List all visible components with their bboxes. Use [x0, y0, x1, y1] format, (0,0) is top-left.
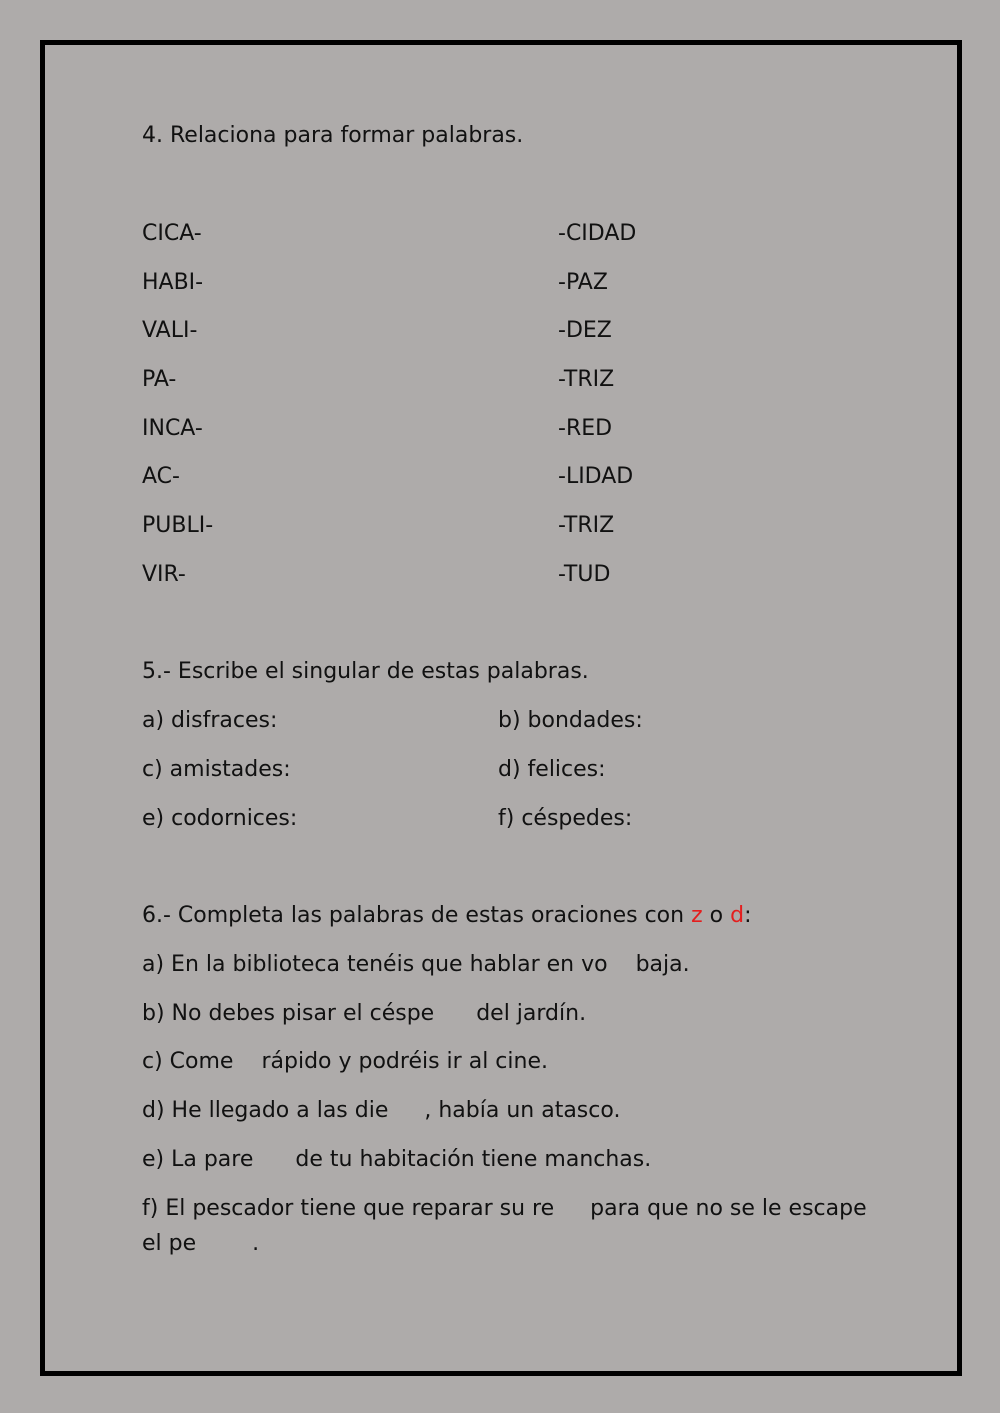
exercise-4-title: 4. Relaciona para formar palabras. — [142, 123, 524, 148]
ex6-c-start: c) Come — [142, 1049, 234, 1074]
ex6-sentence-a — [142, 950, 690, 980]
letter-z: z — [691, 903, 703, 928]
ex6-c-end: rápido y podréis ir al cine. — [261, 1049, 548, 1074]
ex4-right-3[interactable]: -DEZ — [558, 318, 612, 343]
ex4-right-5[interactable]: -RED — [558, 416, 613, 441]
ex6-f-end: para que no se le escape — [590, 1196, 867, 1221]
ex6-d-start: d) He llegado a las die — [142, 1098, 389, 1123]
ex6-sentence-c — [142, 1047, 548, 1077]
ex6-sentence-e — [142, 1145, 651, 1175]
exercise-5-title: 5.- Escribe el singular de estas palabras. — [142, 659, 589, 684]
ex6-sentence-d — [142, 1096, 620, 1126]
ex6-sentence-b — [142, 999, 586, 1029]
ex5-item-a: a) disfraces: — [142, 708, 278, 733]
exercise-6-title — [142, 901, 751, 931]
ex4-left-6[interactable]: AC- — [142, 464, 180, 489]
ex5-item-b: b) bondades: — [498, 708, 643, 733]
ex6-f2-end: . — [252, 1231, 260, 1256]
ex6-e-start: e) La pare — [142, 1147, 254, 1172]
ex6-e-end: de tu habitación tiene manchas. — [295, 1147, 652, 1172]
ex5-item-d: d) felices: — [498, 757, 606, 782]
ex6-sentence-f-line2 — [142, 1229, 259, 1259]
ex6-b-start: b) No debes pisar el céspe — [142, 1001, 435, 1026]
ex6-b-end: del jardín. — [476, 1001, 587, 1026]
ex6-title-prefix: 6.- Completa las palabras de estas oraciones con — [142, 903, 685, 928]
ex4-left-5[interactable]: INCA- — [142, 416, 203, 441]
ex6-d-end: , había un atasco. — [424, 1098, 621, 1123]
ex6-title-or: o — [709, 903, 724, 928]
ex4-right-8[interactable]: -TUD — [558, 562, 611, 587]
ex4-left-1[interactable]: CICA- — [142, 221, 202, 246]
letter-d: d — [730, 903, 745, 928]
ex4-right-2[interactable]: -PAZ — [558, 270, 608, 295]
ex6-title-colon: : — [744, 903, 752, 928]
ex4-right-4[interactable]: -TRIZ — [558, 367, 615, 392]
ex5-item-e: e) codornices: — [142, 806, 298, 831]
ex4-left-3[interactable]: VALI- — [142, 318, 198, 343]
ex4-left-2[interactable]: HABI- — [142, 270, 204, 295]
ex6-f2-start: el pe — [142, 1231, 197, 1256]
ex4-right-6[interactable]: -LIDAD — [558, 464, 634, 489]
ex4-right-7[interactable]: -TRIZ — [558, 513, 615, 538]
ex6-f-start: f) El pescador tiene que reparar su re — [142, 1196, 555, 1221]
ex4-right-1[interactable]: -CIDAD — [558, 221, 637, 246]
ex6-sentence-f — [142, 1194, 867, 1224]
ex6-a-end: baja. — [635, 952, 690, 977]
ex4-left-4[interactable]: PA- — [142, 367, 177, 392]
ex4-left-8[interactable]: VIR- — [142, 562, 186, 587]
ex6-a-start: a) En la biblioteca tenéis que hablar en vo — [142, 952, 608, 977]
ex4-left-7[interactable]: PUBLI- — [142, 513, 214, 538]
ex5-item-c: c) amistades: — [142, 757, 291, 782]
ex5-item-f: f) céspedes: — [498, 806, 633, 831]
